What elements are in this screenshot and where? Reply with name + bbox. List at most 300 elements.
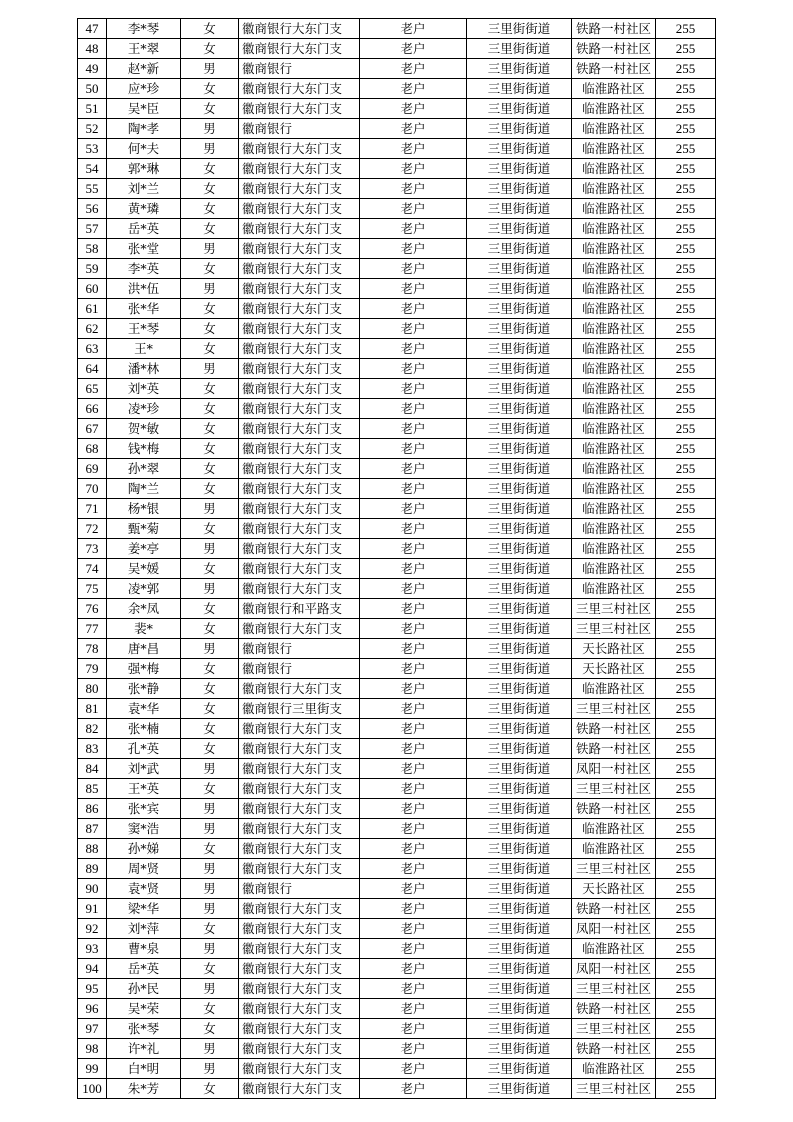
gender-cell: 男 [181,499,239,519]
table-row [78,839,716,859]
amount-cell: 255 [656,819,716,839]
account-type-cell: 老户 [360,1019,467,1039]
street-office-cell: 三里街街道 [467,999,572,1019]
street-office-cell: 三里街街道 [467,19,572,39]
street-office-cell: 三里街街道 [467,679,572,699]
table-row [78,719,716,739]
row-number-cell: 56 [78,199,107,219]
community-cell: 天长路社区 [572,879,656,899]
bank-branch-cell: 徽商银行大东门支 [239,979,360,999]
table-row [78,739,716,759]
table-row [78,459,716,479]
resident-name-cell: 姜*亭 [107,539,181,559]
resident-name-cell: 唐*昌 [107,639,181,659]
row-number-cell: 73 [78,539,107,559]
community-cell: 临淮路社区 [572,519,656,539]
community-cell: 天长路社区 [572,659,656,679]
table-row [78,499,716,519]
resident-name-cell: 孙*娣 [107,839,181,859]
gender-cell: 男 [181,979,239,999]
row-number-cell: 90 [78,879,107,899]
row-number-cell: 97 [78,1019,107,1039]
amount-cell: 255 [656,479,716,499]
account-type-cell: 老户 [360,679,467,699]
bank-branch-cell: 徽商银行大东门支 [239,719,360,739]
street-office-cell: 三里街街道 [467,479,572,499]
table-row [78,59,716,79]
street-office-cell: 三里街街道 [467,619,572,639]
table-row [78,199,716,219]
street-office-cell: 三里街街道 [467,79,572,99]
community-cell: 临淮路社区 [572,259,656,279]
table-row [78,439,716,459]
street-office-cell: 三里街街道 [467,839,572,859]
street-office-cell: 三里街街道 [467,299,572,319]
bank-branch-cell: 徽商银行 [239,879,360,899]
gender-cell: 女 [181,439,239,459]
table-row [78,599,716,619]
gender-cell: 女 [181,599,239,619]
table-row [78,879,716,899]
table-row [78,959,716,979]
gender-cell: 男 [181,539,239,559]
street-office-cell: 三里街街道 [467,499,572,519]
table-row [78,1039,716,1059]
community-cell: 临淮路社区 [572,579,656,599]
row-number-cell: 50 [78,79,107,99]
amount-cell: 255 [656,619,716,639]
row-number-cell: 92 [78,919,107,939]
account-type-cell: 老户 [360,479,467,499]
gender-cell: 男 [181,239,239,259]
row-number-cell: 99 [78,1059,107,1079]
amount-cell: 255 [656,219,716,239]
amount-cell: 255 [656,739,716,759]
gender-cell: 男 [181,1059,239,1079]
bank-branch-cell: 徽商银行大东门支 [239,19,360,39]
amount-cell: 255 [656,839,716,859]
community-cell: 三里三村社区 [572,979,656,999]
gender-cell: 女 [181,339,239,359]
street-office-cell: 三里街街道 [467,119,572,139]
resident-name-cell: 岳*英 [107,959,181,979]
gender-cell: 女 [181,1019,239,1039]
account-type-cell: 老户 [360,939,467,959]
bank-branch-cell: 徽商银行大东门支 [239,519,360,539]
row-number-cell: 75 [78,579,107,599]
account-type-cell: 老户 [360,899,467,919]
account-type-cell: 老户 [360,379,467,399]
community-cell: 临淮路社区 [572,559,656,579]
resident-name-cell: 袁*贤 [107,879,181,899]
subsidy-roster-table [77,18,716,1099]
amount-cell: 255 [656,339,716,359]
community-cell: 临淮路社区 [572,539,656,559]
resident-name-cell: 陶*孝 [107,119,181,139]
gender-cell: 男 [181,139,239,159]
bank-branch-cell: 徽商银行大东门支 [239,1019,360,1039]
gender-cell: 女 [181,839,239,859]
street-office-cell: 三里街街道 [467,939,572,959]
amount-cell: 255 [656,579,716,599]
street-office-cell: 三里街街道 [467,199,572,219]
amount-cell: 255 [656,799,716,819]
amount-cell: 255 [656,119,716,139]
amount-cell: 255 [656,459,716,479]
account-type-cell: 老户 [360,799,467,819]
table-row [78,859,716,879]
amount-cell: 255 [656,979,716,999]
table-row [78,179,716,199]
gender-cell: 女 [181,159,239,179]
resident-name-cell: 杨*银 [107,499,181,519]
bank-branch-cell: 徽商银行大东门支 [239,679,360,699]
account-type-cell: 老户 [360,839,467,859]
amount-cell: 255 [656,499,716,519]
bank-branch-cell: 徽商银行大东门支 [239,239,360,259]
community-cell: 铁路一村社区 [572,719,656,739]
street-office-cell: 三里街街道 [467,1039,572,1059]
street-office-cell: 三里街街道 [467,919,572,939]
row-number-cell: 57 [78,219,107,239]
street-office-cell: 三里街街道 [467,659,572,679]
resident-name-cell: 贺*敏 [107,419,181,439]
row-number-cell: 54 [78,159,107,179]
account-type-cell: 老户 [360,219,467,239]
bank-branch-cell: 徽商银行 [239,639,360,659]
row-number-cell: 93 [78,939,107,959]
community-cell: 凤阳一村社区 [572,959,656,979]
community-cell: 临淮路社区 [572,459,656,479]
gender-cell: 女 [181,719,239,739]
bank-branch-cell: 徽商银行大东门支 [239,279,360,299]
resident-name-cell: 黄*璘 [107,199,181,219]
row-number-cell: 77 [78,619,107,639]
amount-cell: 255 [656,259,716,279]
account-type-cell: 老户 [360,199,467,219]
account-type-cell: 老户 [360,19,467,39]
gender-cell: 女 [181,319,239,339]
community-cell: 铁路一村社区 [572,39,656,59]
bank-branch-cell: 徽商银行三里街支 [239,699,360,719]
account-type-cell: 老户 [360,459,467,479]
account-type-cell: 老户 [360,79,467,99]
bank-branch-cell: 徽商银行大东门支 [239,919,360,939]
street-office-cell: 三里街街道 [467,159,572,179]
account-type-cell: 老户 [360,879,467,899]
street-office-cell: 三里街街道 [467,539,572,559]
account-type-cell: 老户 [360,239,467,259]
row-number-cell: 94 [78,959,107,979]
account-type-cell: 老户 [360,259,467,279]
bank-branch-cell: 徽商银行大东门支 [239,559,360,579]
table-row [78,259,716,279]
gender-cell: 女 [181,659,239,679]
street-office-cell: 三里街街道 [467,639,572,659]
community-cell: 三里三村社区 [572,1079,656,1099]
street-office-cell: 三里街街道 [467,719,572,739]
bank-branch-cell: 徽商银行大东门支 [239,479,360,499]
table-row [78,1059,716,1079]
gender-cell: 女 [181,299,239,319]
bank-branch-cell: 徽商银行大东门支 [239,39,360,59]
amount-cell: 255 [656,859,716,879]
community-cell: 临淮路社区 [572,839,656,859]
table-row [78,579,716,599]
resident-name-cell: 窦*浩 [107,819,181,839]
community-cell: 临淮路社区 [572,299,656,319]
street-office-cell: 三里街街道 [467,259,572,279]
bank-branch-cell: 徽商银行 [239,659,360,679]
resident-name-cell: 吴*臣 [107,99,181,119]
community-cell: 临淮路社区 [572,99,656,119]
street-office-cell: 三里街街道 [467,139,572,159]
resident-name-cell: 刘*武 [107,759,181,779]
amount-cell: 255 [656,159,716,179]
account-type-cell: 老户 [360,599,467,619]
amount-cell: 255 [656,519,716,539]
gender-cell: 女 [181,459,239,479]
account-type-cell: 老户 [360,959,467,979]
street-office-cell: 三里街街道 [467,599,572,619]
table-row [78,399,716,419]
gender-cell: 女 [181,39,239,59]
amount-cell: 255 [656,179,716,199]
bank-branch-cell: 徽商银行大东门支 [239,839,360,859]
street-office-cell: 三里街街道 [467,1059,572,1079]
resident-name-cell: 李*英 [107,259,181,279]
bank-branch-cell: 徽商银行大东门支 [239,319,360,339]
street-office-cell: 三里街街道 [467,559,572,579]
amount-cell: 255 [656,319,716,339]
account-type-cell: 老户 [360,859,467,879]
account-type-cell: 老户 [360,419,467,439]
community-cell: 凤阳一村社区 [572,919,656,939]
community-cell: 三里三村社区 [572,599,656,619]
amount-cell: 255 [656,1019,716,1039]
row-number-cell: 88 [78,839,107,859]
account-type-cell: 老户 [360,519,467,539]
community-cell: 铁路一村社区 [572,799,656,819]
amount-cell: 255 [656,679,716,699]
resident-name-cell: 张*楠 [107,719,181,739]
bank-branch-cell: 徽商银行大东门支 [239,759,360,779]
resident-name-cell: 白*明 [107,1059,181,1079]
street-office-cell: 三里街街道 [467,379,572,399]
community-cell: 临淮路社区 [572,219,656,239]
community-cell: 临淮路社区 [572,239,656,259]
table-row [78,899,716,919]
row-number-cell: 100 [78,1079,107,1099]
account-type-cell: 老户 [360,179,467,199]
amount-cell: 255 [656,79,716,99]
gender-cell: 女 [181,219,239,239]
community-cell: 临淮路社区 [572,499,656,519]
gender-cell: 女 [181,419,239,439]
account-type-cell: 老户 [360,139,467,159]
community-cell: 铁路一村社区 [572,1039,656,1059]
amount-cell: 255 [656,759,716,779]
row-number-cell: 95 [78,979,107,999]
account-type-cell: 老户 [360,119,467,139]
amount-cell: 255 [656,1079,716,1099]
resident-name-cell: 应*珍 [107,79,181,99]
gender-cell: 女 [181,619,239,639]
table-row [78,559,716,579]
resident-name-cell: 吴*媛 [107,559,181,579]
resident-name-cell: 张*静 [107,679,181,699]
resident-name-cell: 朱*芳 [107,1079,181,1099]
community-cell: 临淮路社区 [572,339,656,359]
gender-cell: 女 [181,559,239,579]
table-row [78,279,716,299]
account-type-cell: 老户 [360,719,467,739]
community-cell: 临淮路社区 [572,79,656,99]
community-cell: 临淮路社区 [572,119,656,139]
table-row [78,779,716,799]
table-row [78,759,716,779]
account-type-cell: 老户 [360,39,467,59]
bank-branch-cell: 徽商银行大东门支 [239,159,360,179]
gender-cell: 男 [181,579,239,599]
row-number-cell: 63 [78,339,107,359]
resident-name-cell: 张*堂 [107,239,181,259]
row-number-cell: 48 [78,39,107,59]
amount-cell: 255 [656,419,716,439]
gender-cell: 女 [181,519,239,539]
amount-cell: 255 [656,379,716,399]
table-row [78,539,716,559]
table-row [78,699,716,719]
street-office-cell: 三里街街道 [467,1019,572,1039]
table-row [78,19,716,39]
account-type-cell: 老户 [360,619,467,639]
bank-branch-cell: 徽商银行和平路支 [239,599,360,619]
amount-cell: 255 [656,599,716,619]
community-cell: 三里三村社区 [572,699,656,719]
amount-cell: 255 [656,1039,716,1059]
table-row [78,159,716,179]
account-type-cell: 老户 [360,499,467,519]
row-number-cell: 81 [78,699,107,719]
community-cell: 临淮路社区 [572,279,656,299]
gender-cell: 男 [181,119,239,139]
row-number-cell: 47 [78,19,107,39]
resident-name-cell: 周*贤 [107,859,181,879]
account-type-cell: 老户 [360,759,467,779]
community-cell: 临淮路社区 [572,479,656,499]
table-row [78,299,716,319]
resident-name-cell: 刘*英 [107,379,181,399]
row-number-cell: 85 [78,779,107,799]
resident-name-cell: 张*华 [107,299,181,319]
account-type-cell: 老户 [360,579,467,599]
table-row [78,99,716,119]
gender-cell: 女 [181,479,239,499]
amount-cell: 255 [656,199,716,219]
bank-branch-cell: 徽商银行大东门支 [239,579,360,599]
amount-cell: 255 [656,39,716,59]
community-cell: 临淮路社区 [572,359,656,379]
bank-branch-cell: 徽商银行大东门支 [239,959,360,979]
bank-branch-cell: 徽商银行 [239,59,360,79]
resident-name-cell: 凌*郭 [107,579,181,599]
street-office-cell: 三里街街道 [467,739,572,759]
bank-branch-cell: 徽商银行大东门支 [239,459,360,479]
bank-branch-cell: 徽商银行大东门支 [239,219,360,239]
resident-name-cell: 洪*伍 [107,279,181,299]
table-row [78,219,716,239]
row-number-cell: 59 [78,259,107,279]
row-number-cell: 64 [78,359,107,379]
gender-cell: 男 [181,939,239,959]
account-type-cell: 老户 [360,99,467,119]
street-office-cell: 三里街街道 [467,439,572,459]
bank-branch-cell: 徽商银行大东门支 [239,899,360,919]
amount-cell: 255 [656,1059,716,1079]
gender-cell: 女 [181,919,239,939]
bank-branch-cell: 徽商银行大东门支 [239,739,360,759]
row-number-cell: 61 [78,299,107,319]
row-number-cell: 91 [78,899,107,919]
amount-cell: 255 [656,879,716,899]
amount-cell: 255 [656,279,716,299]
account-type-cell: 老户 [360,299,467,319]
row-number-cell: 79 [78,659,107,679]
community-cell: 临淮路社区 [572,939,656,959]
resident-name-cell: 甄*菊 [107,519,181,539]
row-number-cell: 84 [78,759,107,779]
gender-cell: 女 [181,199,239,219]
street-office-cell: 三里街街道 [467,179,572,199]
street-office-cell: 三里街街道 [467,899,572,919]
bank-branch-cell: 徽商银行大东门支 [239,359,360,379]
street-office-cell: 三里街街道 [467,1079,572,1099]
table-row [78,319,716,339]
row-number-cell: 72 [78,519,107,539]
row-number-cell: 55 [78,179,107,199]
row-number-cell: 86 [78,799,107,819]
gender-cell: 女 [181,79,239,99]
bank-branch-cell: 徽商银行大东门支 [239,999,360,1019]
table-row [78,639,716,659]
table-row [78,1079,716,1099]
row-number-cell: 87 [78,819,107,839]
street-office-cell: 三里街街道 [467,779,572,799]
account-type-cell: 老户 [360,1039,467,1059]
street-office-cell: 三里街街道 [467,579,572,599]
gender-cell: 女 [181,259,239,279]
resident-name-cell: 张*琴 [107,1019,181,1039]
street-office-cell: 三里街街道 [467,99,572,119]
street-office-cell: 三里街街道 [467,219,572,239]
gender-cell: 女 [181,679,239,699]
row-number-cell: 58 [78,239,107,259]
account-type-cell: 老户 [360,919,467,939]
table-row [78,999,716,1019]
community-cell: 临淮路社区 [572,419,656,439]
row-number-cell: 68 [78,439,107,459]
gender-cell: 女 [181,779,239,799]
amount-cell: 255 [656,639,716,659]
bank-branch-cell: 徽商银行大东门支 [239,939,360,959]
table-row [78,139,716,159]
table-row [78,659,716,679]
row-number-cell: 53 [78,139,107,159]
resident-name-cell: 余*凤 [107,599,181,619]
amount-cell: 255 [656,779,716,799]
street-office-cell: 三里街街道 [467,399,572,419]
